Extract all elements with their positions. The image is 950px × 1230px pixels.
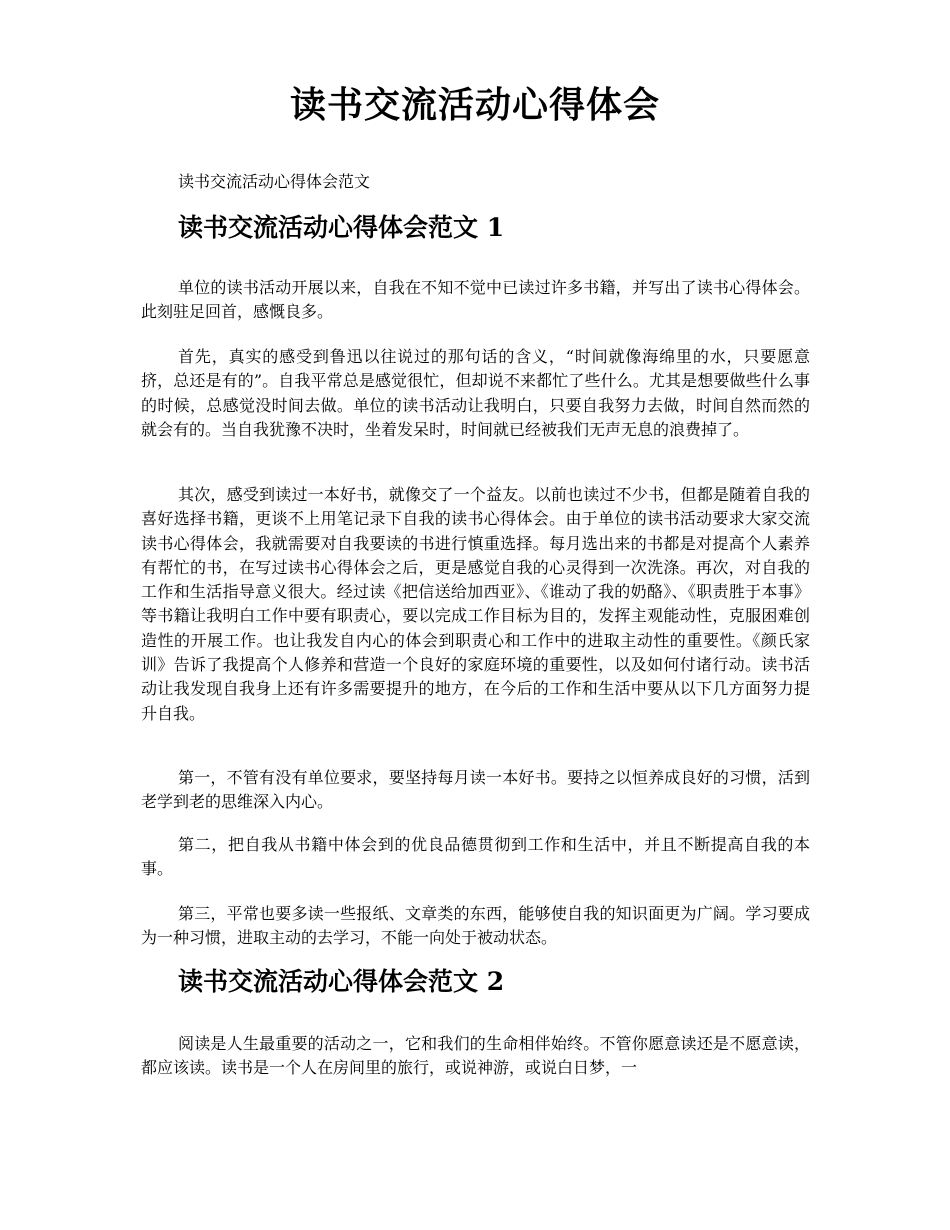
paragraph: 其次，感受到读过一本好书，就像交了一个益友。以前也读过不少书，但都是随着自我的喜好选择书籍，更谈不上用笔记录下自我的读书心得体会。由于单位的读书活动要求大家交流读书心得体会，我就需要对自我要读的书进行慎重选择。每月选出来的书都是对提高个人素养有帮忙的书，在写过读书心得体会之后，更是感觉自我的心灵得到一次洗涤。再次，对自我的工作和生活指导意义很大。经过读《把信送给加西亚》、《谁动了我的奶酪》、《职责胜于本事》等书籍让我明白工作中要有职责心，要以完成工作目标为目的，发挥主观能动性，克服困难创造性的开展工作。也让我发自内心的体会到职责心和工作中的进取主动性的重要性。《颜氏家训》告诉了我提高个人修养和营造一个良好的家庭环境的重要性，以及如何付诸行动。读书活动让我发现自我身上还有许多需要提升的地方，在今后的工作和生活中要从以下几方面努力提升自我。	[141, 485, 810, 723]
paragraph: 第一，不管有没有单位要求，要坚持每月读一本好书。要持之以恒养成良好的习惯，活到老学到老的思维深入内心。	[141, 768, 810, 812]
document-subtitle: 读书交流活动心得体会范文	[178, 172, 371, 191]
paragraph: 第二，把自我从书籍中体会到的优良品德贯彻到工作和生活中，并且不断提高自我的本事。	[141, 835, 810, 879]
paragraph: 单位的读书活动开展以来，自我在不知不觉中已读过许多书籍，并写出了读书心得体会。此刻驻足回首，感慨良多。	[141, 278, 810, 322]
section-heading-2: 读书交流活动心得体会范文 2	[178, 967, 505, 996]
section-heading-1: 读书交流活动心得体会范文 1	[178, 213, 505, 242]
paragraph: 阅读是人生最重要的活动之一，它和我们的生命相伴始终。不管你愿意读还是不愿意读，都应该读。读书是一个人在房间里的旅行，或说神游，或说白日梦，一	[141, 1034, 810, 1078]
paragraph: 首先，真实的感受到鲁迅以往说过的那句话的含义，“时间就像海绵里的水，只要愿意挤，总还是有的”。自我平常总是感觉很忙，但却说不来都忙了些什么。尤其是想要做些什么事的时候，总感觉没时间去做。单位的读书活动让我明白，只要自我努力去做，时间自然而然的就会有的。当自我犹豫不决时，坐着发呆时，时间就已经被我们无声无息的浪费掉了。	[141, 347, 810, 439]
paragraph: 第三，平常也要多读一些报纸、文章类的东西，能够使自我的知识面更为广阔。学习要成为一种习惯，进取主动的去学习，不能一向处于被动状态。	[141, 904, 810, 948]
document-title: 读书交流活动心得体会	[289, 84, 660, 126]
